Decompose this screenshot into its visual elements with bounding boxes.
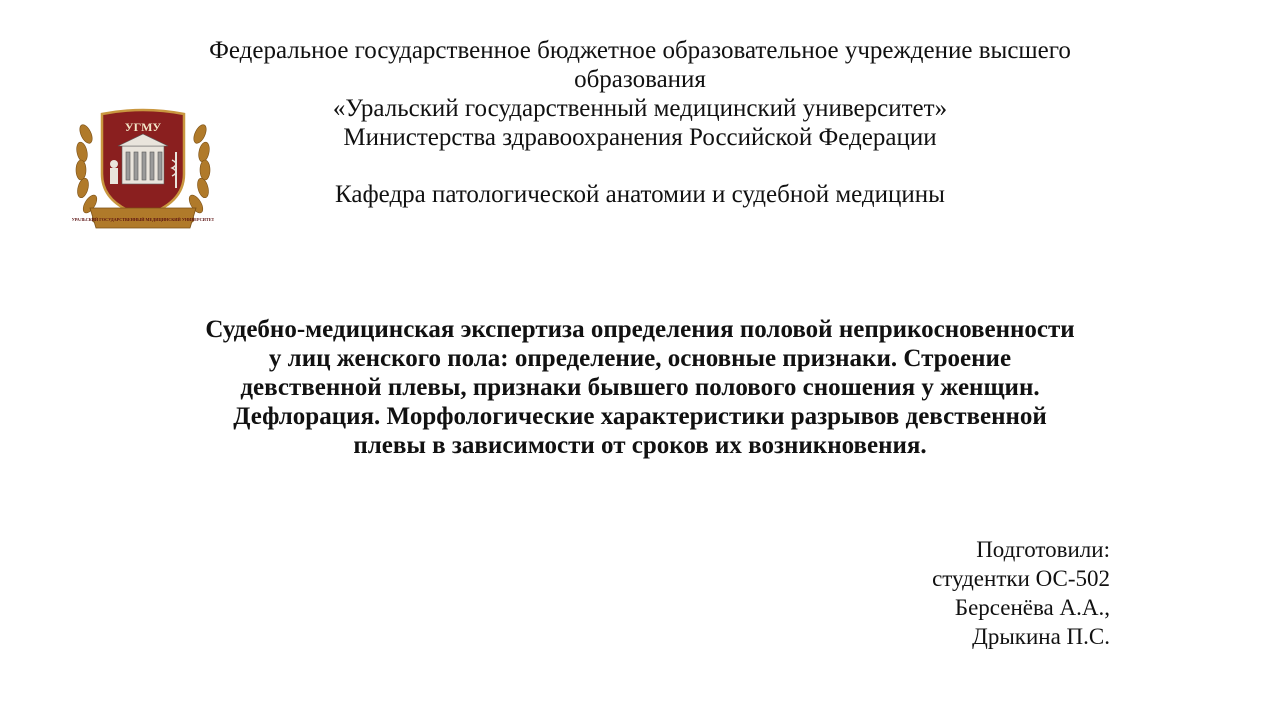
topic-line-4: Дефлорация. Морфологические характеристики разрывов девственной — [233, 403, 1047, 430]
authors-block — [710, 535, 1110, 651]
student-name-2: Дрыкина П.С. — [972, 624, 1110, 649]
university-crest-icon — [72, 104, 214, 238]
topic-line-3: девственной плевы, признаки бывшего полового сношения у женщин. — [240, 374, 1040, 401]
header-line-3: «Уральский государственный медицинский университет» — [332, 95, 948, 122]
header-line-1: Федеральное государственное бюджетное образовательное учреждение высшего — [209, 37, 1071, 64]
topic-line-1: Судебно-медицинская экспертиза определения половой неприкосновенности — [205, 316, 1075, 343]
prepared-by-label: Подготовили: — [976, 537, 1110, 562]
topic-line-2: у лиц женского пола: определение, основные признаки. Строение — [268, 345, 1012, 372]
logo-text-bottom: УРАЛЬСКИЙ ГОСУДАРСТВЕННЫЙ МЕДИЦИНСКИЙ УНИВЕРСИТЕТ — [72, 217, 214, 222]
department-name: Кафедра патологической анатомии и судебной медицины — [335, 181, 945, 208]
header-line-2: образования — [574, 66, 706, 93]
university-logo — [72, 104, 214, 238]
institution-header — [160, 36, 1120, 152]
header-line-4: Министерства здравоохранения Российской Федерации — [343, 124, 937, 151]
student-group: студентки ОС-502 — [932, 566, 1110, 591]
presentation-topic — [160, 315, 1120, 460]
topic-line-5: плевы в зависимости от сроков их возникновения. — [353, 432, 927, 459]
logo-text-top: УГМУ — [124, 120, 162, 134]
student-name-1: Берсенёва А.А., — [954, 595, 1110, 620]
